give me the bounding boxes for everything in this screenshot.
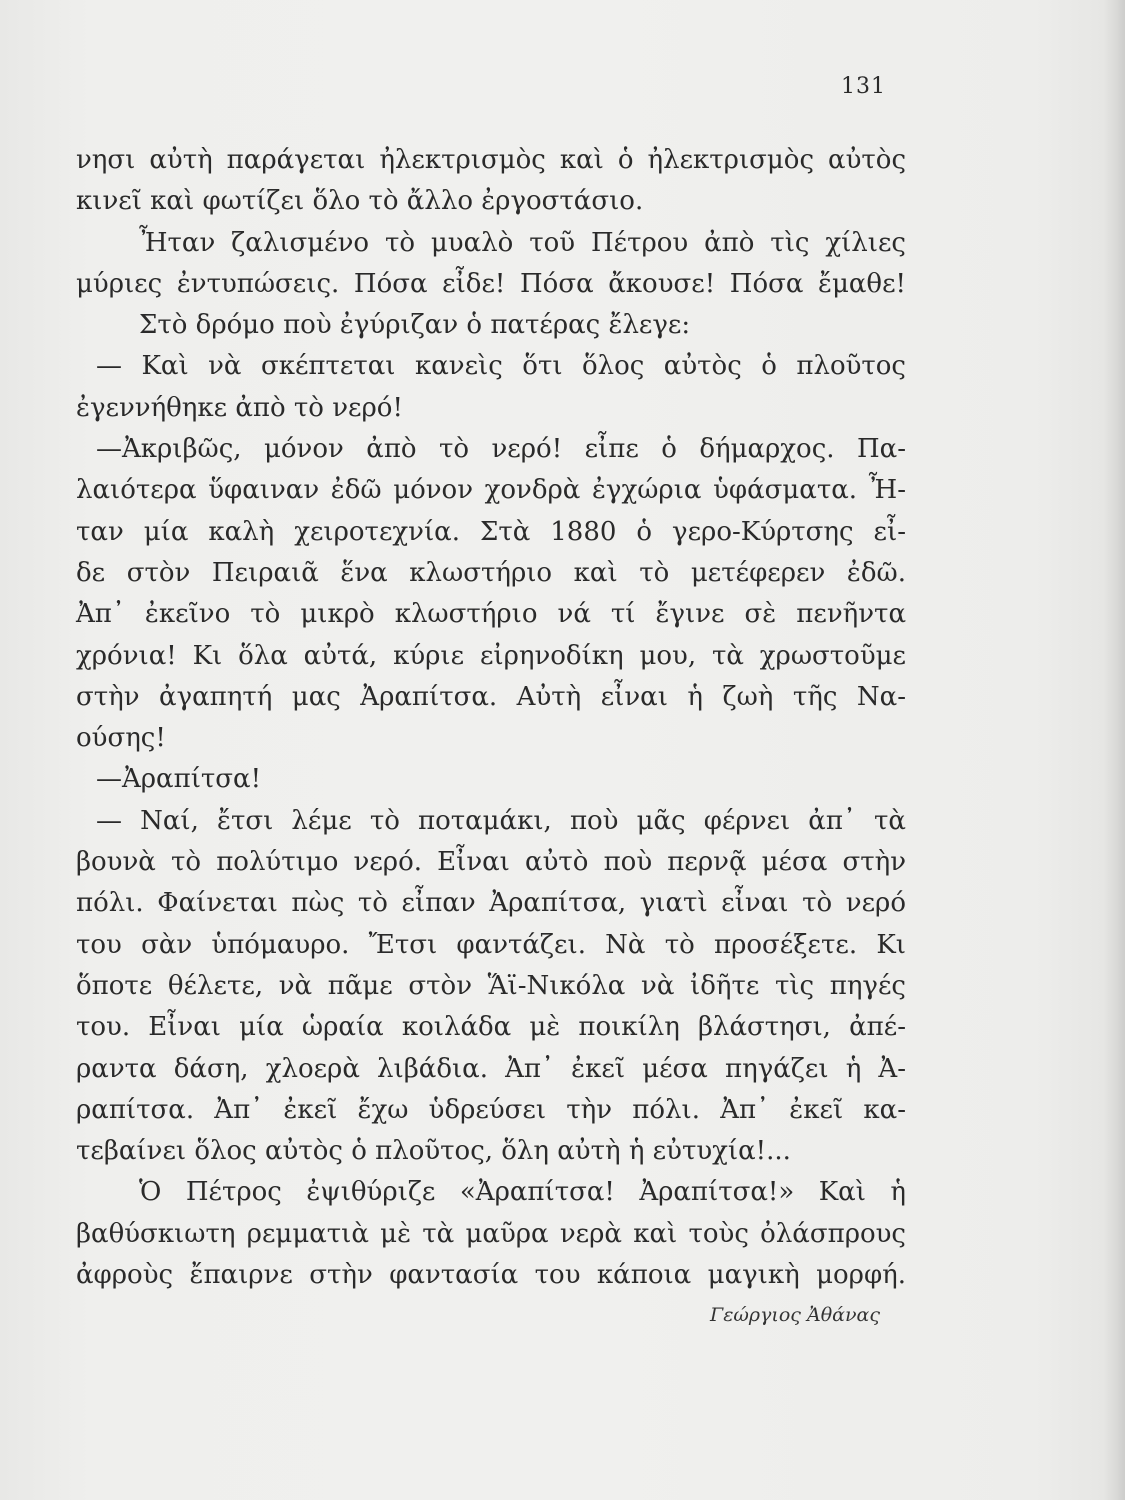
text-line: ἀφροὺς ἔπαιρνε στὴν φαντασία του κάποια μαγικὴ μορφή. [76, 1260, 906, 1291]
text-line: βουνὰ τὸ πολύτιμο νερό. Εἶναι αὐτὸ ποὺ περνᾷ μέσα στὴν [76, 847, 906, 878]
text-line: χρόνια! Κι ὅλα αὐτά, κύριε εἰρηνοδίκη μου, τὰ χρωστοῦμε [76, 640, 906, 671]
text-line: ὅποτε θέλετε, νὰ πᾶμε στὸν Ἅϊ-Νικόλα νὰ ἰδῆτε τὶς πηγές [76, 970, 906, 1001]
text-line: —Ἀραπίτσα! [96, 764, 262, 795]
body-text [76, 140, 906, 1296]
page-edge-shadow [1103, 0, 1125, 1500]
text-line: ούσης! [76, 723, 166, 754]
text-line: — Ναί, ἔτσι λέμε τὸ ποταμάκι, ποὺ μᾶς φέρνει ἀπ᾽ τὰ [96, 805, 906, 836]
text-line: Ἀπ᾽ ἐκεῖνο τὸ μικρὸ κλωστήριο νά τί ἔγινε σὲ πενῆντα [76, 599, 906, 630]
text-line: — Καὶ νὰ σκέπτεται κανεὶς ὅτι ὅλος αὐτὸς ὁ πλοῦτος [96, 351, 906, 382]
text-line: στὴν ἀγαπητή μας Ἀραπίτσα. Αὐτὴ εἶναι ἡ ζωὴ τῆς Να- [76, 681, 906, 712]
text-line: κινεῖ καὶ φωτίζει ὅλο τὸ ἄλλο ἐργοστάσιο. [76, 186, 644, 217]
text-line: βαθύσκιωτη ρεμματιὰ μὲ τὰ μαῦρα νερὰ καὶ τοὺς ὀλάσπρους [76, 1218, 906, 1249]
text-line: του. Εἶναι μία ὡραία κοιλάδα μὲ ποικίλη βλάστησι, ἀπέ- [76, 1012, 906, 1043]
text-line: πόλι. Φαίνεται πὼς τὸ εἶπαν Ἀραπίτσα, γιατὶ εἶναι τὸ νερό [76, 888, 906, 919]
text-line: νησι αὐτὴ παράγεται ἠλεκτρισμὸς καὶ ὁ ἠλεκτρισμὸς αὐτὸς [76, 145, 906, 175]
author-signature: Γεώργιος Ἀθάνας [710, 1304, 880, 1326]
text-line: ἐγεννήθηκε ἀπὸ τὸ νερό! [76, 392, 403, 423]
text-line: μύριες ἐντυπώσεις. Πόσα εἶδε! Πόσα ἄκουσε! Πόσα ἔμαθε! [76, 268, 906, 299]
text-line: του σὰν ὑπόμαυρο. Ἔτσι φαντάζει. Νὰ τὸ προσέξετε. Κι [76, 929, 906, 960]
text-line: δε στὸν Πειραιᾶ ἕνα κλωστήριο καὶ τὸ μετέφερεν ἐδῶ. [76, 557, 906, 588]
text-line: ταν μία καλὴ χειροτεχνία. Στὰ 1880 ὁ γερο-Κύρτσης εἶ- [76, 516, 906, 547]
text-line: τεβαίνει ὅλος αὐτὸς ὁ πλοῦτος, ὅλη αὐτὴ ἡ εὐτυχία!... [76, 1136, 791, 1167]
text-line: ραπίτσα. Ἀπ᾽ ἐκεῖ ἔχω ὑδρεύσει τὴν πόλι. Ἀπ᾽ ἐκεῖ κα- [76, 1094, 906, 1125]
page-number: 131 [841, 74, 886, 99]
text-line: —Ἀκριβῶς, μόνον ἀπὸ τὸ νερό! εἶπε ὁ δήμαρχος. Πα- [96, 434, 906, 465]
text-line: ραντα δάση, χλοερὰ λιβάδια. Ἀπ᾽ ἐκεῖ μέσα πηγάζει ἡ Ἀ- [76, 1053, 906, 1084]
text-line: Ἦταν ζαλισμένο τὸ μυαλὸ τοῦ Πέτρου ἀπὸ τὶς χίλιες [139, 227, 906, 258]
text-line: λαιότερα ὕφαιναν ἐδῶ μόνον χονδρὰ ἐγχώρια ὑφάσματα. Ἦ- [76, 475, 906, 506]
text-line: Ὁ Πέτρος ἐψιθύριζε «Ἀραπίτσα! Ἀραπίτσα!» Καὶ ἡ [139, 1177, 906, 1208]
text-line: Στὸ δρόμο ποὺ ἐγύριζαν ὁ πατέρας ἔλεγε: [139, 310, 691, 341]
